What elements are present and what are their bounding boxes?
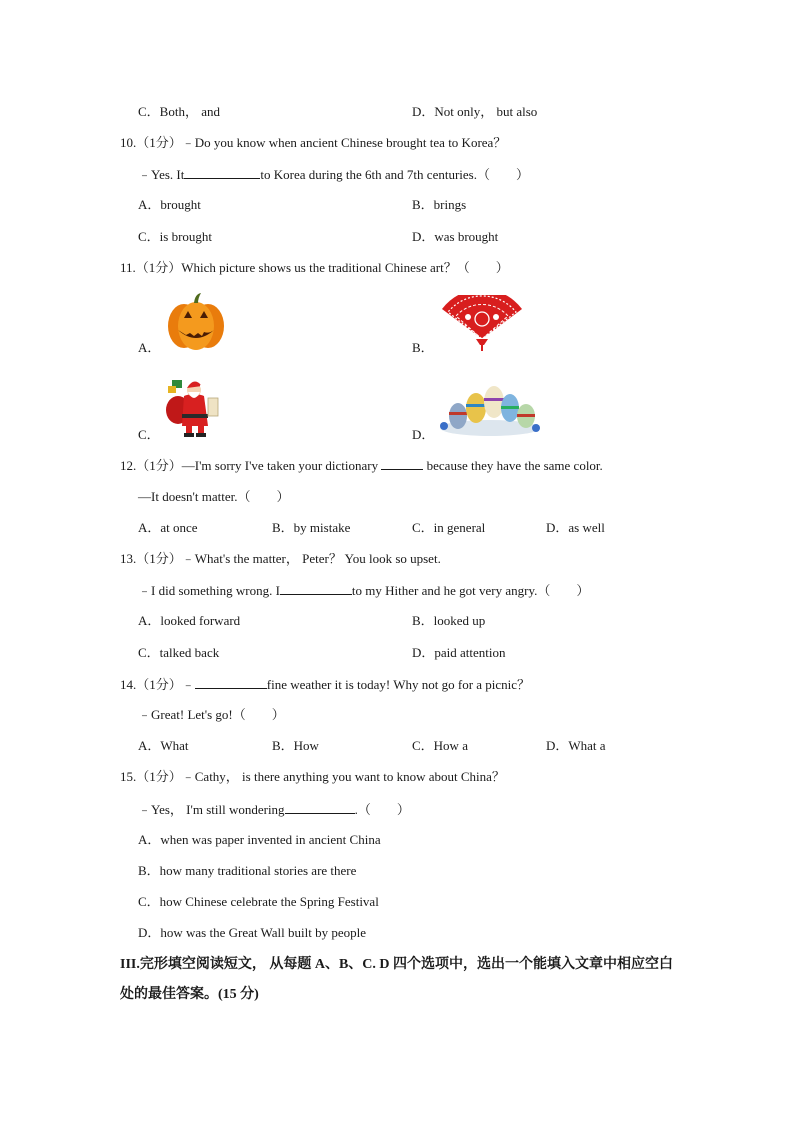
q9-option-d[interactable]: D．Not only， but also [412,104,538,119]
q10-stem: 10.（1分）﹣Do you know when ancient Chinese brought tea to Korea？ [120,135,507,150]
q13-line-pre: ﹣I did something wrong. I [138,583,280,598]
q13-line-post: to my Hither and he got very angry.（ ） [351,583,590,598]
q13-answer-line [138,582,589,599]
q13-blank[interactable] [280,582,352,595]
q12-option-a[interactable]: A．at once [138,520,198,535]
q14-option-b[interactable]: B．How [272,738,319,753]
q9-option-c[interactable]: C．Both， and [138,104,220,119]
q11-stem: 11.（1分）Which picture shows us the traditional Chinese art？（ ） [120,260,509,275]
q14-stem-pre: 14.（1分）﹣ [120,677,195,692]
q13-option-c[interactable]: C．talked back [138,645,220,660]
q15-blank[interactable] [285,801,355,814]
q14-option-d[interactable]: D．What a [546,738,606,753]
q15-option-c[interactable]: C．how Chinese celebrate the Spring Festival [138,894,379,909]
q15-option-a[interactable]: A．when was paper invented in ancient China [138,832,381,847]
q10-line-pre: ﹣Yes. It [138,167,185,182]
q13-stem: 13.（1分）﹣What's the matter， Peter？ You look so upset. [120,551,441,566]
q10-answer-line [138,166,529,183]
santa-claus-icon[interactable] [164,374,222,438]
q10-option-d[interactable]: D．was brought [412,229,499,244]
q15-answer-line [138,801,410,818]
q13-option-d[interactable]: D．paid attention [412,645,506,660]
paper-cut-fan-icon[interactable] [438,295,526,353]
section-3-heading: III.完形填空阅读短文， 从每题 A、B、C. D 四个选项中，选出一个能填入文章中相应空白处的最佳答案。(15 分) [120,957,674,1002]
q13-option-a[interactable]: A．looked forward [138,613,241,628]
q14-option-c[interactable]: C．How a [412,738,468,753]
q15-stem: 15.（1分）﹣Cathy， is there anything you want to know about China？ [120,769,505,784]
q10-blank[interactable] [184,166,260,179]
q12-stem-pre: 12.（1分）—I'm sorry I've taken your dictionary [120,458,379,473]
q11-option-d[interactable]: D． [412,427,435,442]
q15-line-post: .（ ） [354,802,410,817]
q14-stem [120,676,530,693]
q12-option-d[interactable]: D．as well [546,520,605,535]
pumpkin-lantern-icon[interactable] [164,292,228,352]
q15-line-pre: ﹣Yes， I'm still wondering [138,802,285,817]
q14-reply: ﹣Great! Let's go!（ ） [138,707,285,722]
q14-stem-post: fine weather it is today! Why not go for a picnic？ [266,677,531,692]
q12-reply: —It doesn't matter.（ ） [138,489,290,504]
easter-eggs-icon[interactable] [436,382,544,438]
q12-option-b[interactable]: B．by mistake [272,520,351,535]
q15-option-b[interactable]: B．how many traditional stories are there [138,863,357,878]
q10-option-a[interactable]: A．brought [138,197,201,212]
q11-option-c[interactable]: C． [138,427,160,442]
q14-blank[interactable] [195,676,267,689]
q12-option-c[interactable]: C．in general [412,520,486,535]
q12-stem [120,457,603,474]
q10-line-post: to Korea during the 6th and 7th centuries.（ ） [260,167,529,182]
q10-option-b[interactable]: B．brings [412,197,467,212]
q14-option-a[interactable]: A．What [138,738,189,753]
q15-option-d[interactable]: D．how was the Great Wall built by people [138,925,366,940]
q10-option-c[interactable]: C．is brought [138,229,213,244]
q11-option-a[interactable]: A． [138,340,161,355]
q13-option-b[interactable]: B．looked up [412,613,486,628]
q12-stem-post: because they have the same color. [426,458,603,473]
q12-blank[interactable] [381,457,423,470]
q11-option-b[interactable]: B． [412,340,434,355]
